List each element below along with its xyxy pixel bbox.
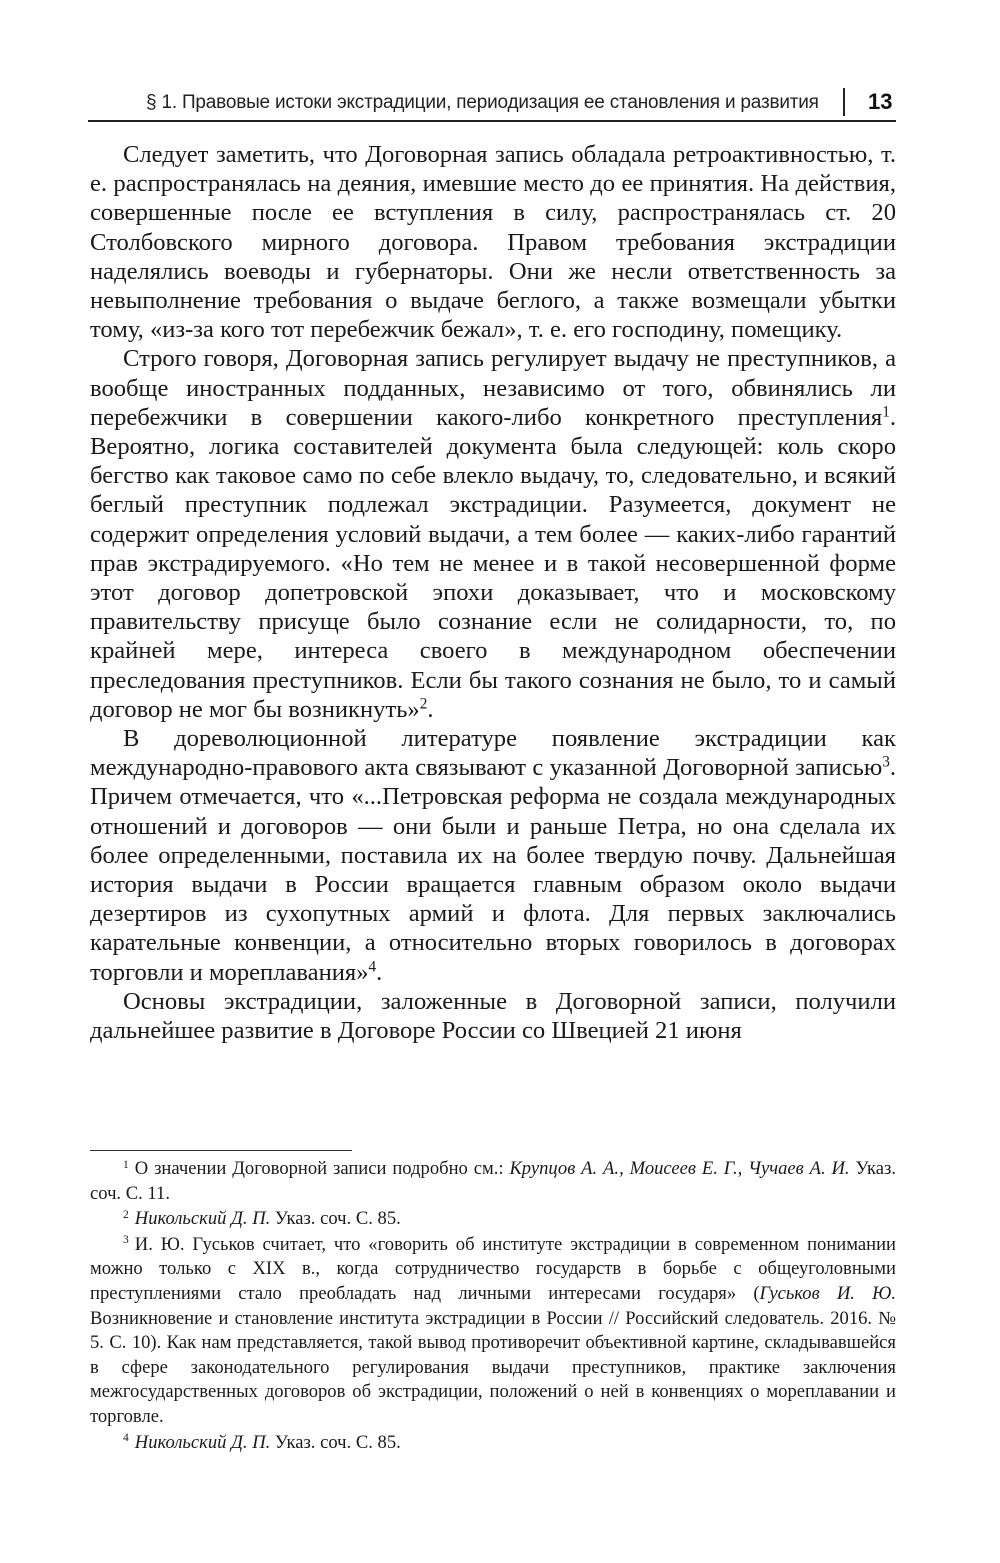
footnote-3-author: Гуськов И. Ю. [759,1282,896,1304]
paragraph-4 [90,987,896,1045]
paragraph-3-text-c: . [376,958,383,986]
paragraph-2 [90,344,896,724]
paragraph-2-text-c: . [427,695,434,723]
footnote-ref-3[interactable]: 3 [882,753,890,771]
header-separator [843,88,845,116]
page-header [88,86,896,122]
footnote-3-tail: Возникновение и становление института экстрадиции в России // Российский следователь. 2016. № 5. С. 10). Как нам представляется, такой вывод противоречит объективной картине, складывавшейся в сфере законодательного регулирования выдачи преступников, практике заключения межгосударственных договоров об экстрадиции, положений о ней в конвенциях о мореплавании и торговле. [90,1307,896,1427]
footnote-3 [90,1233,896,1430]
paragraph-1 [90,140,896,344]
footnote-2-tail: Указ. соч. С. 85. [270,1208,401,1230]
footnote-1-mark: 1 [123,1158,129,1171]
paragraph-3-text-b: . Причем отмечается, что «...Петровская реформа не создала международных отношений и договоров — они были и раньше Петра, но она сделала их более определенными, поставила их на более твердую почву. Дальнейшая история выдачи в России вращается главным образом около выдачи дезертиров из сухопутных армий и флота. Для первых заключались карательные конвенции, а относительно вторых говорилось в договорах торговли и мореплавания» [90,754,896,986]
footnote-4-mark: 4 [123,1432,129,1445]
footnote-2 [90,1207,896,1232]
footnotes [90,1157,896,1456]
footnote-3-mark: 3 [123,1234,129,1247]
paragraph-3 [90,724,896,987]
footnote-2-author: Никольский Д. П. [134,1208,271,1230]
page-number: 13 [868,89,893,114]
paragraph-4-text: Основы экстрадиции, заложенные в Договорной записи, получили дальнейшее развитие в Договоре России со Швецией 21 июня [90,987,896,1045]
footnote-3-text: И. Ю. Гуськов считает, что «говорить об институте экстрадиции в современном понимании можно только с XIX в., когда сотрудничество государств в борьбе с общеуголовными преступлениями стало преобладать над личными интересами государя» ( [90,1233,896,1304]
footnote-1-text: О значении Договорной записи подробно см.: [134,1158,510,1179]
paragraph-2-text-b: . Вероятно, логика составителей документа была следующей: коль скоро бегство как таковое само по себе влекло выдачу, то, следовательно, и всякий беглый преступник подлежал экстрадиции. Разумеется, документ не содержит определения условий выдачи, а тем более — каких-либо гарантий прав экстрадируемого. «Но тем не менее и в такой несовершенной форме этот договор допетровской эпохи доказывает, что и московскому правительству присуще было сознание если не солидарности, то, по крайней мере, интереса своего в международном обеспечении преследования преступников. Если бы такого сознания не было, то и самый договор не мог бы возникнуть» [90,403,896,723]
footnote-ref-1[interactable]: 1 [882,403,890,421]
main-text [90,140,896,1045]
footnote-4-author: Никольский Д. П. [134,1431,271,1453]
footnote-4-tail: Указ. соч. С. 85. [270,1431,401,1453]
paragraph-2-text-a: Строго говоря, Договорная запись регулирует выдачу не преступников, а вообще иностранных подданных, независимо от того, обвинялись ли перебежчики в совершении какого-либо конкретного преступления [90,345,896,431]
footnote-ref-4[interactable]: 4 [368,958,377,976]
footnote-separator [90,1150,352,1151]
footnote-ref-2[interactable]: 2 [419,695,428,713]
paragraph-3-text-a: В дореволюционной литературе появление экстрадиции как международно-правового акта связывают с указанной Договорной записью [90,725,896,782]
paragraph-1-text: Следует заметить, что Договорная запись обладала ретроактивностью, т. е. распространялась на деяния, имевшие место до ее принятия. На действия, совершенные после ее вступления в силу, распространялась ст. 20 Столбовского мирного договора. Правом требования экстрадиции наделялись воеводы и губернаторы. Они же несли ответственность за невыполнение требования о выдаче беглого, а также возмещали убытки тому, «из-за кого тот перебежчик бежал», т. е. его господину, помещику. [90,141,896,344]
footnote-1-tail: Указ. соч. С. 11. [90,1158,896,1204]
footnote-4 [90,1431,896,1456]
footnote-2-mark: 2 [123,1208,129,1221]
footnote-1-authors: Крупцов А. А., Моисеев Е. Г., Чучаев А. И. [509,1158,850,1179]
footnote-1 [90,1157,896,1206]
running-head: § 1. Правовые истоки экстрадиции, периодизация ее становления и развития [146,92,819,113]
